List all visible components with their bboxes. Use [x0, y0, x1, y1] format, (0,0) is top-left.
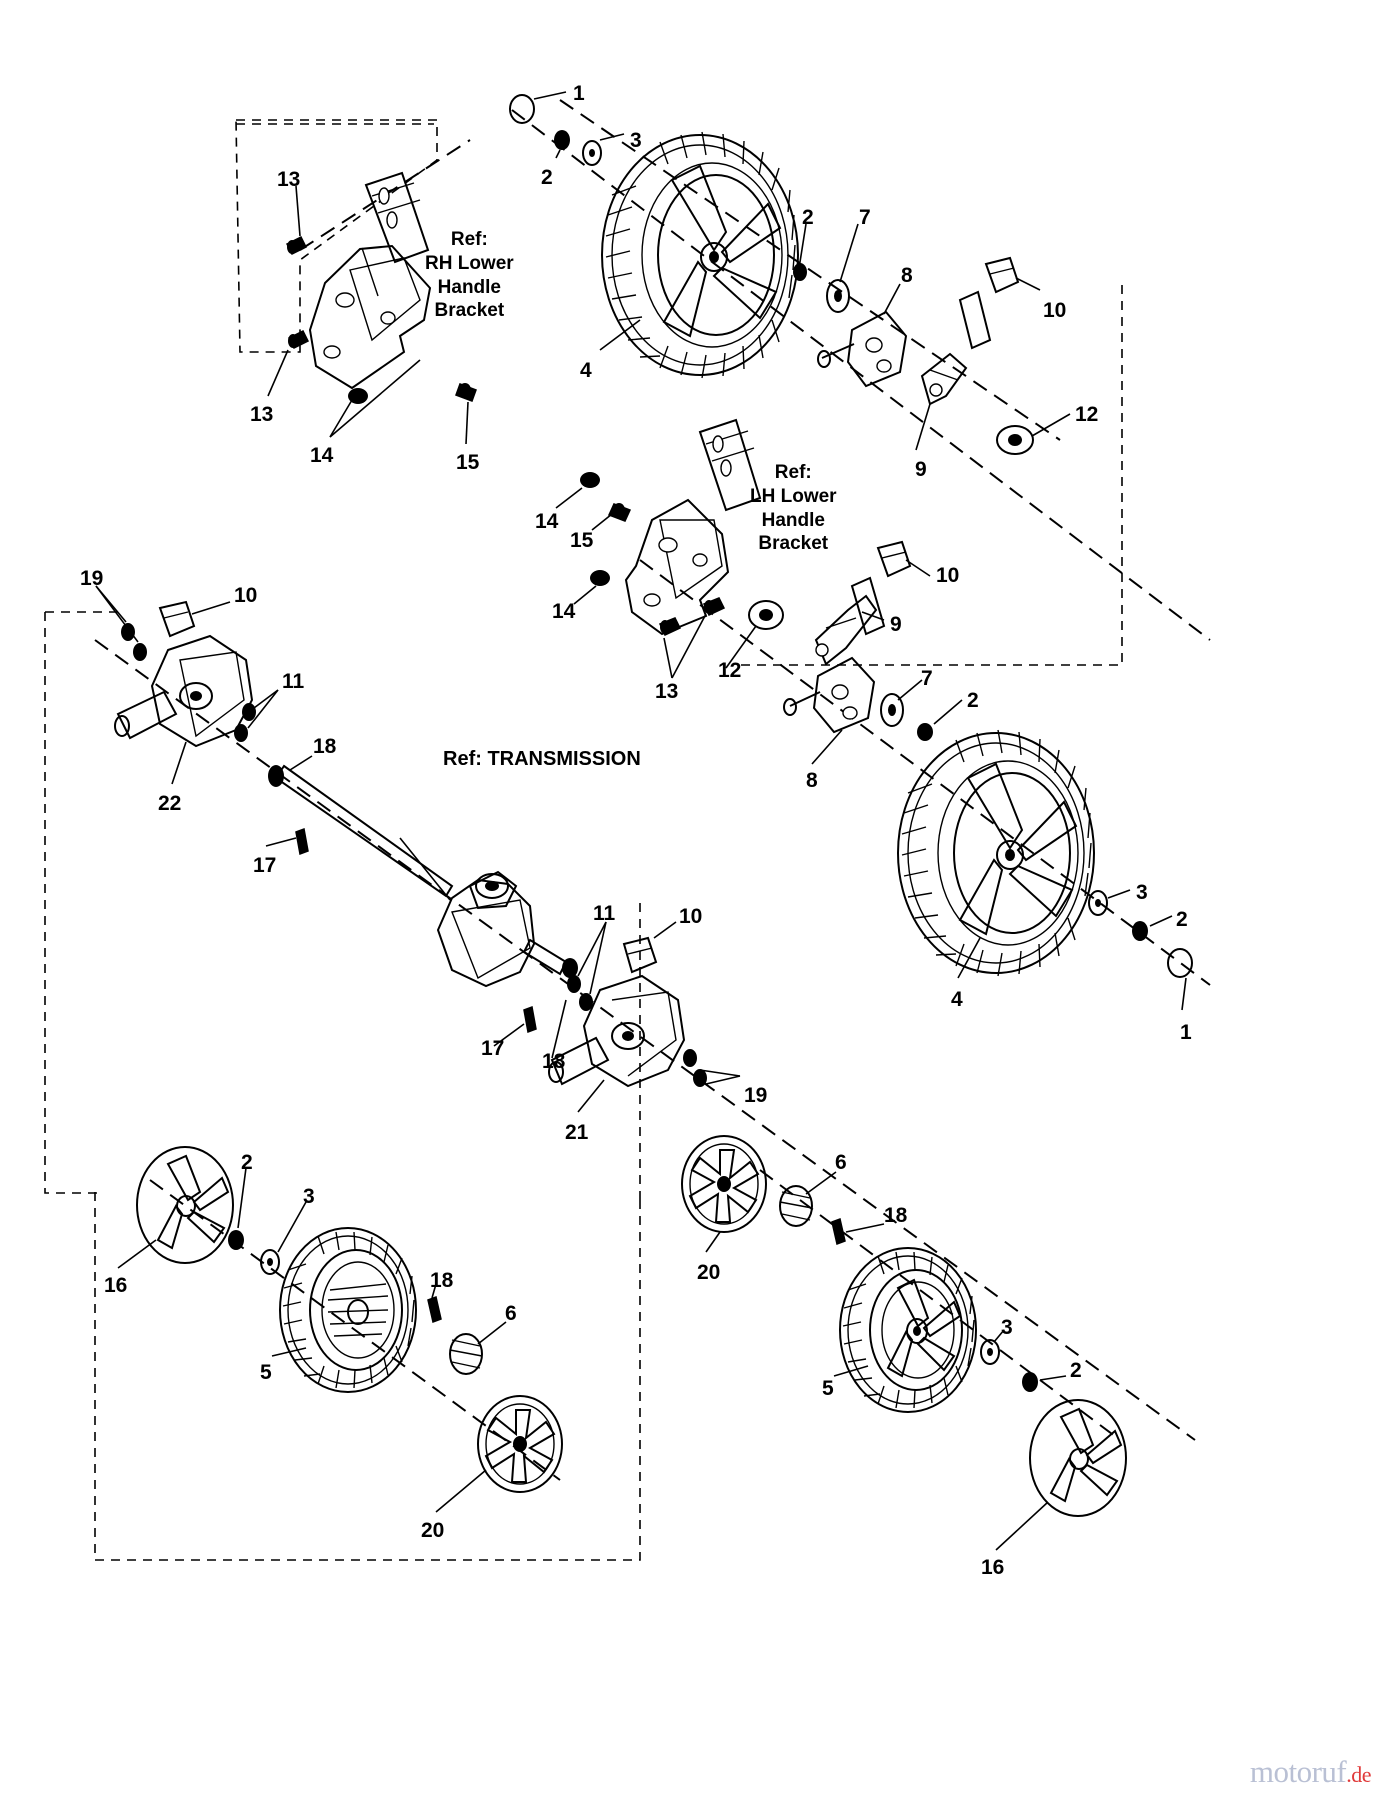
right-drive-wheel	[898, 730, 1192, 1010]
ref-line: LH Lower	[750, 485, 837, 507]
callout-18-center: 18	[542, 1050, 566, 1073]
callout-10-center: 10	[679, 905, 703, 928]
top-drive-wheel	[602, 129, 798, 378]
callout-1-right: 1	[1180, 1021, 1192, 1044]
ref-lh-lower-handle-bracket	[750, 461, 837, 556]
callout-6-lower-left: 6	[505, 1302, 517, 1325]
watermark-suffix: .de	[1346, 1762, 1371, 1787]
ref-line: RH Lower	[425, 252, 514, 274]
top-axle-hardware	[510, 92, 640, 350]
callout-20-center: 20	[697, 1261, 721, 1284]
callout-19-upper-left: 19	[80, 567, 104, 590]
callout-20-lower: 20	[421, 1519, 445, 1542]
lower-left-wheel-group	[118, 1147, 562, 1512]
callout-8-mid: 8	[806, 769, 818, 792]
lower-right-wheel-group	[834, 1248, 1126, 1550]
upper-drive-shaft	[266, 756, 452, 896]
ref-rh-lower-handle-bracket	[425, 228, 514, 323]
callout-7-upper: 7	[859, 206, 871, 229]
callout-21: 21	[565, 1121, 589, 1144]
ref-line: Ref:	[450, 229, 488, 250]
callout-18-right: 18	[884, 1204, 908, 1227]
ref-line: Handle	[761, 509, 825, 531]
callout-8-upper: 8	[901, 264, 913, 287]
ref-line: Bracket	[758, 533, 829, 555]
callout-12-upper: 12	[1075, 403, 1099, 426]
callout-4-upper: 4	[580, 359, 592, 382]
callout-10-upper-right: 10	[1043, 299, 1067, 322]
transmission-assembly	[400, 838, 578, 1058]
center-drive-gear-group	[682, 1136, 884, 1252]
callout-3-top: 3	[630, 129, 642, 152]
callout-16-left: 16	[104, 1274, 128, 1297]
ref-line: Bracket	[434, 300, 505, 322]
callout-4-right: 4	[951, 988, 963, 1011]
callout-15-left: 15	[456, 451, 480, 474]
callout-5-left: 5	[260, 1361, 272, 1384]
watermark-text: motoruf	[1249, 1754, 1347, 1789]
callout-7-mid: 7	[921, 667, 933, 690]
callout-2-right: 2	[1176, 908, 1188, 931]
callout-17-lower: 17	[481, 1037, 505, 1060]
callout-5-right: 5	[822, 1377, 834, 1400]
callout-9-upper: 9	[915, 458, 927, 481]
callout-11-lower: 11	[593, 902, 616, 925]
callout-3-lower-left: 3	[303, 1185, 315, 1208]
callout-10-mid-right: 10	[936, 564, 960, 587]
callout-13-lower-left: 13	[250, 403, 274, 426]
ref-line: Handle	[437, 276, 502, 298]
callout-15-mid: 15	[570, 529, 594, 552]
callout-2-hub-right: 2	[802, 206, 814, 229]
callout-10-left: 10	[234, 584, 258, 607]
ref-line: Ref: TRANSMISSION	[443, 748, 641, 770]
upper-drive-hardware	[793, 224, 1070, 454]
callout-11-upper: 11	[282, 670, 305, 693]
callout-14-left: 14	[310, 444, 334, 467]
callout-22: 22	[158, 792, 182, 815]
callout-1-top: 1	[573, 82, 585, 105]
callout-13-mid: 13	[655, 680, 679, 703]
watermark	[1250, 1754, 1371, 1790]
callout-17-upper: 17	[253, 854, 277, 877]
callout-12-mid: 12	[718, 659, 742, 682]
callout-2-top: 2	[541, 166, 553, 189]
callout-16-right: 16	[981, 1556, 1005, 1579]
callout-2-lower-right: 2	[1070, 1359, 1082, 1382]
callout-3-right: 3	[1136, 881, 1148, 904]
left-control-bracket-22	[96, 586, 278, 784]
ref-transmission	[443, 747, 641, 772]
callout-14-mid-left: 14	[535, 510, 559, 533]
callout-2-lower-left: 2	[241, 1151, 253, 1174]
callout-6-center: 6	[835, 1151, 847, 1174]
callout-14-mid: 14	[552, 600, 576, 623]
callout-18-lower-left: 18	[430, 1269, 454, 1292]
callout-13-upper: 13	[277, 168, 301, 191]
lower-control-bracket-21	[549, 922, 740, 1112]
mid-drive-hardware	[726, 542, 962, 764]
ref-line: Ref:	[774, 462, 812, 483]
callout-9-mid: 9	[890, 613, 902, 636]
callout-19-lower: 19	[744, 1084, 768, 1107]
callout-3-lower-right: 3	[1001, 1316, 1013, 1339]
callout-18-upper: 18	[313, 735, 337, 758]
callout-2-mid-right: 2	[967, 689, 979, 712]
